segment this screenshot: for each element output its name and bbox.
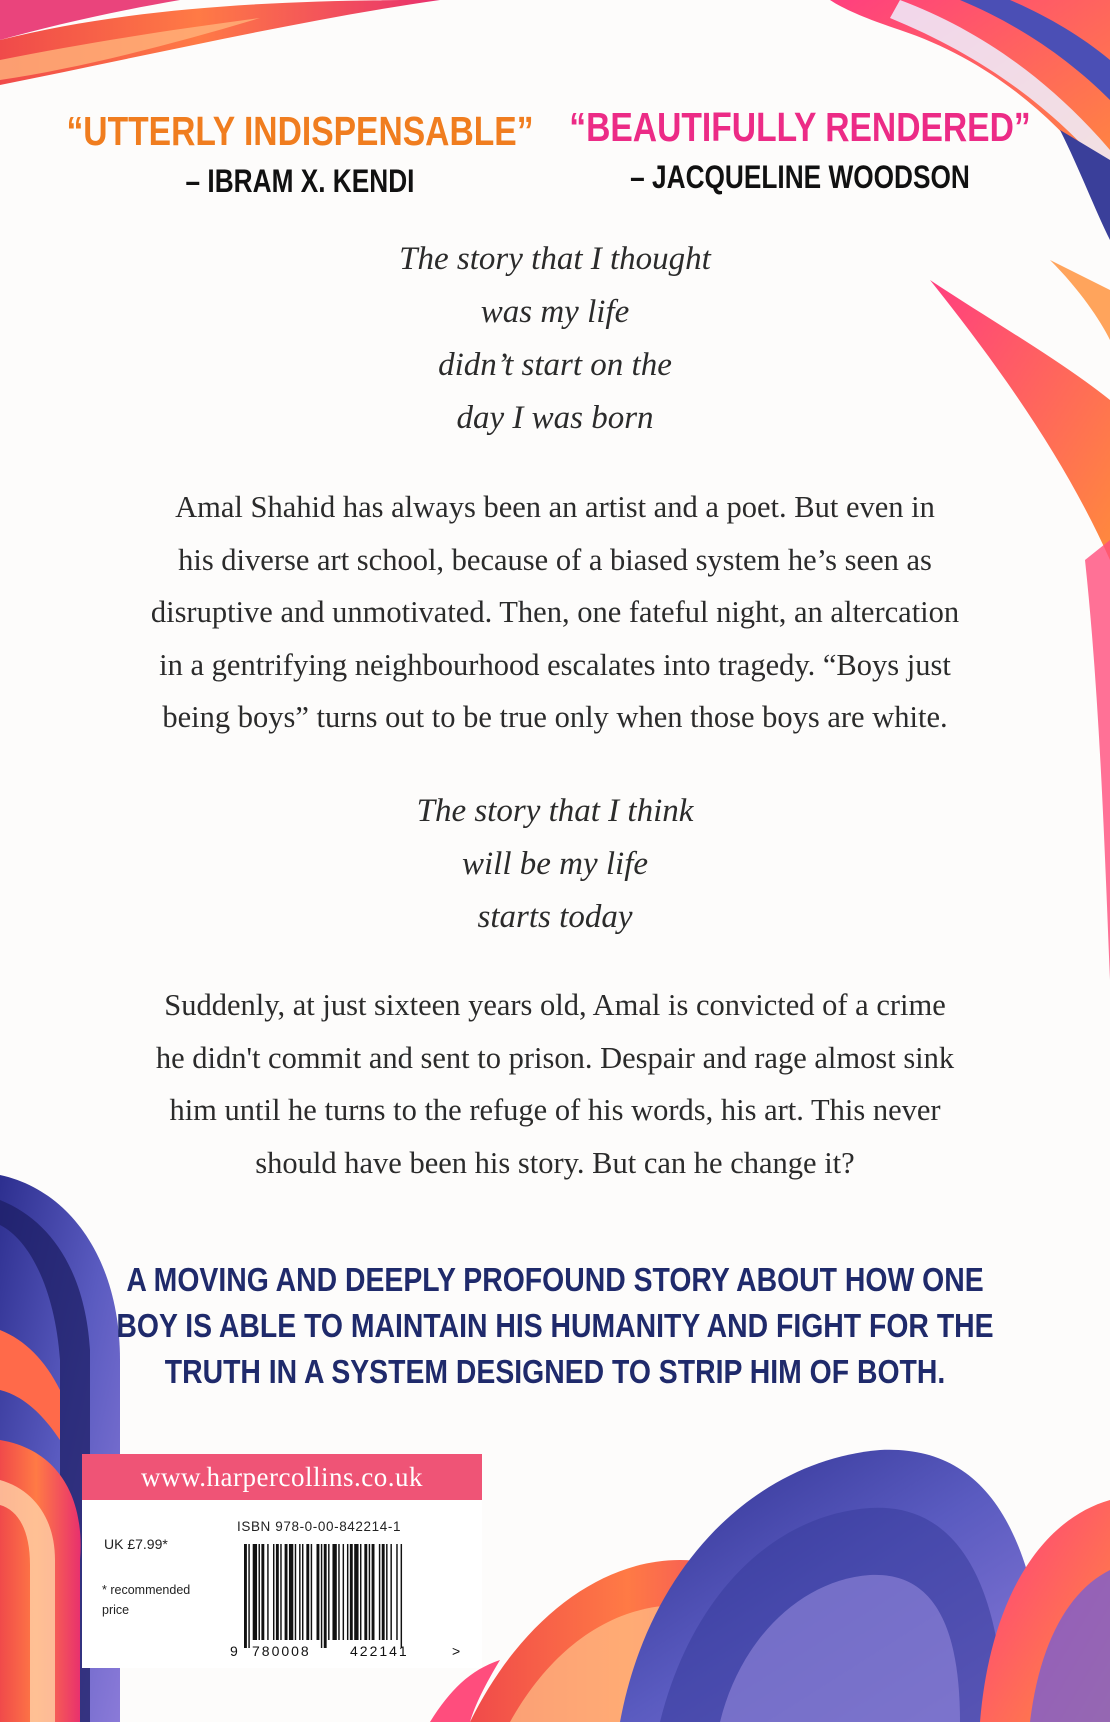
barcode-bar <box>299 1544 300 1640</box>
top-left-paint-stroke <box>0 0 440 85</box>
poem-excerpt-1 <box>0 233 1110 445</box>
barcode-bar <box>354 1544 358 1640</box>
barcode-bar <box>332 1544 336 1640</box>
blurb-paragraph-1 <box>55 481 1055 744</box>
quote-text: “UTTERLY INDISPENSABLE” <box>66 108 534 154</box>
barcode-bar <box>343 1544 344 1640</box>
barcode-bar <box>382 1544 385 1640</box>
review-quote-kendi <box>54 108 546 200</box>
barcode-bar <box>328 1544 329 1640</box>
barcode-bar <box>311 1544 312 1640</box>
barcode-bar <box>379 1544 380 1640</box>
barcode-bar <box>276 1544 279 1640</box>
barcode-bar <box>261 1544 264 1640</box>
barcode-bars <box>244 1544 402 1648</box>
paragraph-line: disruptive and unmotivated. Then, one fateful night, an altercation <box>150 595 960 629</box>
barcode-bar <box>372 1544 375 1640</box>
barcode-bar <box>350 1544 353 1640</box>
paragraph-line: him until he turns to the refuge of his words, his art. This never <box>169 1093 941 1127</box>
isbn-number: ISBN 978-0-00-842214-1 <box>237 1519 402 1534</box>
barcode-bar <box>273 1544 274 1640</box>
paragraph-line: Suddenly, at just sixteen years old, Amal is convicted of a crime <box>164 988 946 1022</box>
barcode-bar <box>321 1544 322 1648</box>
poem-line: day I was born <box>456 400 654 436</box>
paragraph-line: being boys” turns out to be true only when those boys are white. <box>162 700 948 734</box>
barcode <box>230 1544 470 1660</box>
price-label: UK £7.99* <box>104 1536 168 1552</box>
blurb-paragraph-2 <box>55 979 1055 1189</box>
poem-line: was my life <box>480 294 630 330</box>
tagline-line: A MOVING AND DEEPLY PROFOUND STORY ABOUT HOW ONE <box>126 1261 984 1298</box>
barcode-bar <box>386 1544 387 1640</box>
price-note: * recommended price <box>102 1583 191 1617</box>
poem-line: starts today <box>477 899 633 935</box>
paragraph-line: in a gentrifying neighbourhood escalates into tragedy. “Boys just <box>159 647 951 682</box>
barcode-bar <box>347 1544 348 1640</box>
paragraph-line: should have been his story. But can he change it? <box>255 1145 855 1180</box>
barcode-end-marker: > <box>452 1643 461 1659</box>
barcode-label <box>82 1454 482 1668</box>
quote-author: – JACQUELINE WOODSON <box>630 159 970 195</box>
review-quote-woodson <box>538 104 1063 196</box>
poem-line: The story that I think <box>416 793 694 829</box>
barcode-bar <box>390 1544 391 1640</box>
barcode-bar <box>338 1544 339 1640</box>
paragraph-line: his diverse art school, because of a biased system he’s seen as <box>178 542 932 577</box>
paragraph-line: he didn't commit and sent to prison. Despair and rage almost sink <box>155 1040 955 1075</box>
barcode-bar <box>369 1544 370 1640</box>
barcode-bar <box>324 1544 327 1648</box>
poem-line: The story that I thought <box>399 241 711 277</box>
barcode-bar <box>248 1544 249 1648</box>
barcode-bar <box>302 1544 303 1640</box>
barcode-bar <box>253 1544 257 1640</box>
barcode-bar <box>364 1544 367 1640</box>
poem-line: didn’t start on the <box>438 347 672 383</box>
paragraph-line: Amal Shahid has always been an artist and a poet. But even in <box>175 490 935 524</box>
poem-line: will be my life <box>461 846 649 882</box>
barcode-left-digits: 780008 <box>252 1643 311 1659</box>
barcode-bar <box>295 1544 296 1640</box>
barcode-bar <box>401 1544 402 1648</box>
barcode-bar <box>285 1544 288 1640</box>
barcode-bar <box>317 1544 320 1640</box>
bottom-right-paint-swirl <box>430 1450 1110 1722</box>
barcode-bar <box>280 1544 281 1640</box>
quote-text: “BEAUTIFULLY RENDERED” <box>569 104 1031 150</box>
barcode-bar <box>267 1544 268 1640</box>
tagline-line: BOY IS ABLE TO MAINTAIN HIS HUMANITY AND FIGHT FOR THE <box>116 1307 994 1344</box>
barcode-bar <box>244 1544 247 1648</box>
tagline <box>78 1257 1033 1395</box>
barcode-bar <box>396 1544 397 1640</box>
barcode-first-digit: 9 <box>230 1643 238 1659</box>
quote-author: – IBRAM X. KENDI <box>185 163 415 199</box>
tagline-line: TRUTH IN A SYSTEM DESIGNED TO STRIP HIM OF BOTH. <box>164 1353 946 1390</box>
publisher-url[interactable]: www.harpercollins.co.uk <box>82 1454 482 1500</box>
barcode-bar <box>259 1544 260 1640</box>
barcode-bar <box>289 1544 293 1640</box>
poem-excerpt-2 <box>0 785 1110 944</box>
barcode-bar <box>306 1544 309 1640</box>
barcode-right-digits: 422141 <box>350 1643 409 1659</box>
barcode-bar <box>360 1544 361 1640</box>
